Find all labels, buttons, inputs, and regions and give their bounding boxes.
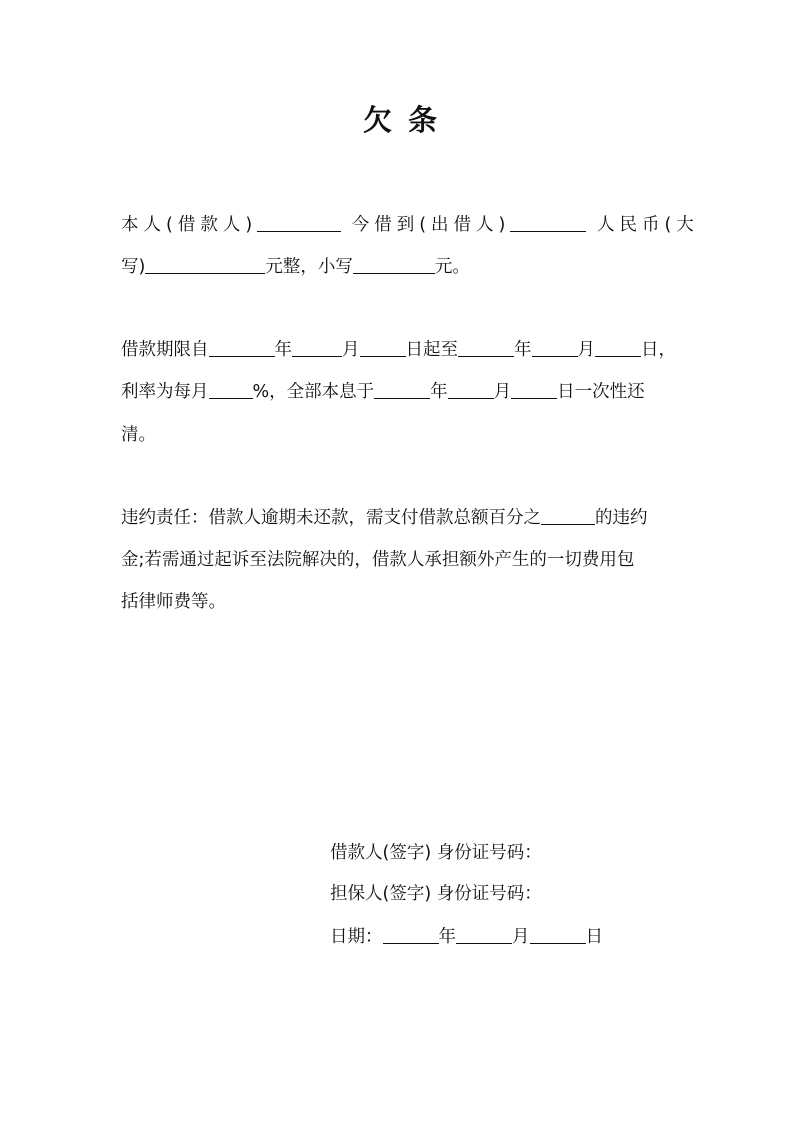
borrower-signature-line: 借款人(签字) 身份证号码： <box>330 843 542 863</box>
start-month-unit: 月 <box>342 340 360 360</box>
lender-label: 今借到(出借人) <box>351 215 511 235</box>
start-year-blank[interactable] <box>209 338 275 357</box>
end-day-blank[interactable] <box>595 338 641 357</box>
amount-capital-unit: 元整，小写 <box>265 257 353 277</box>
guarantor-signature-line: 担保人(签字) 身份证号码： <box>330 884 542 904</box>
amount-numeric-unit: 元。 <box>434 257 470 277</box>
rmb-capital-label: 人民币(大 <box>596 215 699 235</box>
date-day-unit: 日 <box>585 927 603 947</box>
amount-capital-blank[interactable] <box>145 255 265 274</box>
loan-amount-line-2 <box>121 255 470 279</box>
repay-year-blank[interactable] <box>374 380 430 399</box>
loan-amount-line-1 <box>121 213 699 237</box>
end-day-unit: 日， <box>641 340 676 360</box>
capital-suffix: 写) <box>121 257 146 277</box>
date-day-blank[interactable] <box>530 925 586 944</box>
borrower-name-blank[interactable] <box>257 213 341 232</box>
date-line <box>330 925 603 949</box>
breach-line-3: 括律师费等。 <box>121 592 226 612</box>
repay-month-unit: 月 <box>493 382 512 402</box>
start-day-unit: 日起至 <box>405 340 458 360</box>
repay-day-unit: 日一次性还 <box>557 382 645 402</box>
repay-year-unit: 年 <box>430 382 448 402</box>
end-month-blank[interactable] <box>532 338 578 357</box>
interest-rate-blank[interactable] <box>209 380 253 399</box>
date-label: 日期： <box>330 927 383 947</box>
repay-day-blank[interactable] <box>511 380 557 399</box>
lender-name-blank[interactable] <box>510 213 586 232</box>
loan-term-line-3: 清。 <box>121 425 156 445</box>
breach-text: 违约责任：借款人逾期未还款，需支付借款总额百分之 <box>121 508 541 528</box>
end-month-unit: 月 <box>577 340 595 360</box>
start-month-blank[interactable] <box>292 338 342 357</box>
interest-rate-label: 利率为每月 <box>121 382 209 402</box>
penalty-suffix: 的违约 <box>595 508 648 528</box>
repay-label: %，全部本息于 <box>252 382 375 402</box>
date-month-blank[interactable] <box>456 925 512 944</box>
start-year-unit: 年 <box>274 340 292 360</box>
loan-term-line-1 <box>121 338 676 362</box>
breach-line-2: 金;若需通过起诉至法院解决的，借款人承担额外产生的一切费用包 <box>121 550 635 570</box>
end-year-unit: 年 <box>514 340 532 360</box>
start-day-blank[interactable] <box>360 338 406 357</box>
date-year-unit: 年 <box>438 927 456 947</box>
breach-line-1 <box>121 506 648 530</box>
loan-term-line-2 <box>121 380 645 404</box>
document-title: 欠条 <box>362 103 453 137</box>
term-start-label: 借款期限自 <box>121 340 209 360</box>
amount-numeric-blank[interactable] <box>353 255 435 274</box>
repay-month-blank[interactable] <box>448 380 494 399</box>
date-year-blank[interactable] <box>383 925 439 944</box>
date-month-unit: 月 <box>512 927 530 947</box>
borrower-label: 本人(借款人) <box>121 215 258 235</box>
penalty-percent-blank[interactable] <box>541 506 595 525</box>
end-year-blank[interactable] <box>458 338 514 357</box>
